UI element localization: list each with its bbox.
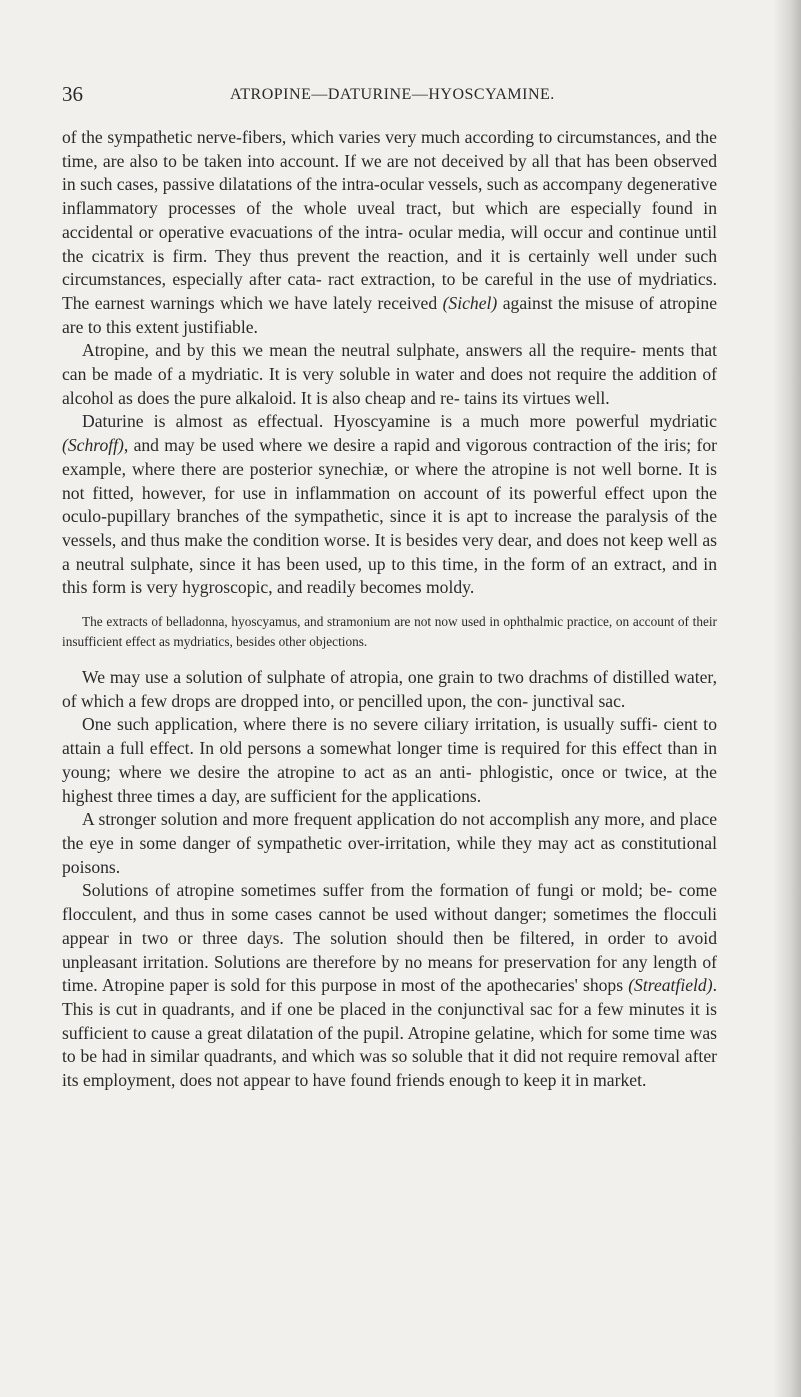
paragraph-2: Atropine, and by this we mean the neutral sulphate, answers all the require- ments that can be made of a mydriatic. It is very soluble in water and does not require the addition of alcohol as does the pure alkaloid. It is also cheap and re- tains its virtues well. (62, 340, 717, 408)
paragraph-1: of the sympathetic nerve-fibers, which varies very much according to circumstances, and the time, are also to be taken into account. If we are not deceived by all that has been observed in such cases, passive dilatations of the intra-ocular vessels, such as accompany degenerative inflammatory processes of the whole uveal tract, but which are especially found in accidental or operative evacuations of the intra- ocular media, will occur and continue until the cicatrix is firm. They thus prevent the reaction, and it is certainly well under such circumstances, especially after cata- ract extraction, to be careful in the use of mydriatics. The earnest warnings which we have lately received (Sichel) against the misuse of atropine are to this extent justifiable. (62, 127, 718, 337)
paragraph-6: A stronger solution and more frequent application do not accomplish any more, and place the eye in some danger of sympathetic over-irritation, while they may act as constitutional poisons. (62, 809, 717, 877)
paragraph-7: Solutions of atropine sometimes suffer from the formation of fungi or mold; be- come flocculent, and thus in some cases cannot be used without danger; sometimes the flocculi appear in two or three days. The solution should then be filtered, in order to avoid unpleasant irritation. Solutions are therefore by no means for preservation for any length of time. Atropine paper is sold for this purpose in most of the apothecaries' shops (Streatfield). This is cut in quadrants, and if one be placed in the conjunctival sac for a few minutes it is sufficient to cause a great dilatation of the pupil. Atropine gelatine, which for some time was to be had in similar quadrants, and which was so soluble that it did not require removal after its employment, does not appear to have found friends enough to keep it in market. (62, 880, 717, 1091)
citation-streatfield: (Streatfield) (628, 975, 713, 996)
body-text (62, 126, 717, 1093)
citation-schroff: (Schroff) (62, 435, 124, 456)
paragraph-3: Daturine is almost as effectual. Hyoscyamine is a much more powerful mydriatic (Schroff), and may be used where we desire a rapid and vigorous contraction of the iris; for example, where there are posterior synechiæ, or where the atropine is not well borne. It is not fitted, however, for use in inflammation on account of its powerful effect upon the oculo-pupillary branches of the sympathetic, since it is apt to increase the paralysis of the vessels, and thus make the condition worse. It is besides very dear, and does not keep well as a neutral sulphate, since it has been used, up to this time, in the form of an extract, and in this form is very hygroscopic, and readily becomes moldy. (62, 411, 717, 598)
paragraph-5: One such application, where there is no severe ciliary irritation, is usually suffi- cient to attain a full effect. In old persons a somewhat longer time is required for this effect than in young; where we desire the atropine to act as an anti- phlogistic, once or twice, at the highest three times a day, are sufficient for the applications. (62, 714, 717, 806)
running-head: ATROPINE—DATURINE—HYOSCYAMINE. (230, 86, 555, 103)
page-edge-shadow (773, 0, 801, 1397)
page-number: 36 (62, 82, 83, 106)
footnote-extracts: The extracts of belladonna, hyoscyamus, and stramonium are not now used in ophthalmic practice, on account of their insufficient effect as mydriatics, besides other objections. (62, 614, 717, 650)
paragraph-4: We may use a solution of sulphate of atropia, one grain to two drachms of distilled water, of which a few drops are dropped into, or pencilled upon, the con- junctival sac. (62, 667, 717, 711)
page-header (62, 82, 721, 112)
citation-sichel: (Sichel) (442, 292, 498, 313)
